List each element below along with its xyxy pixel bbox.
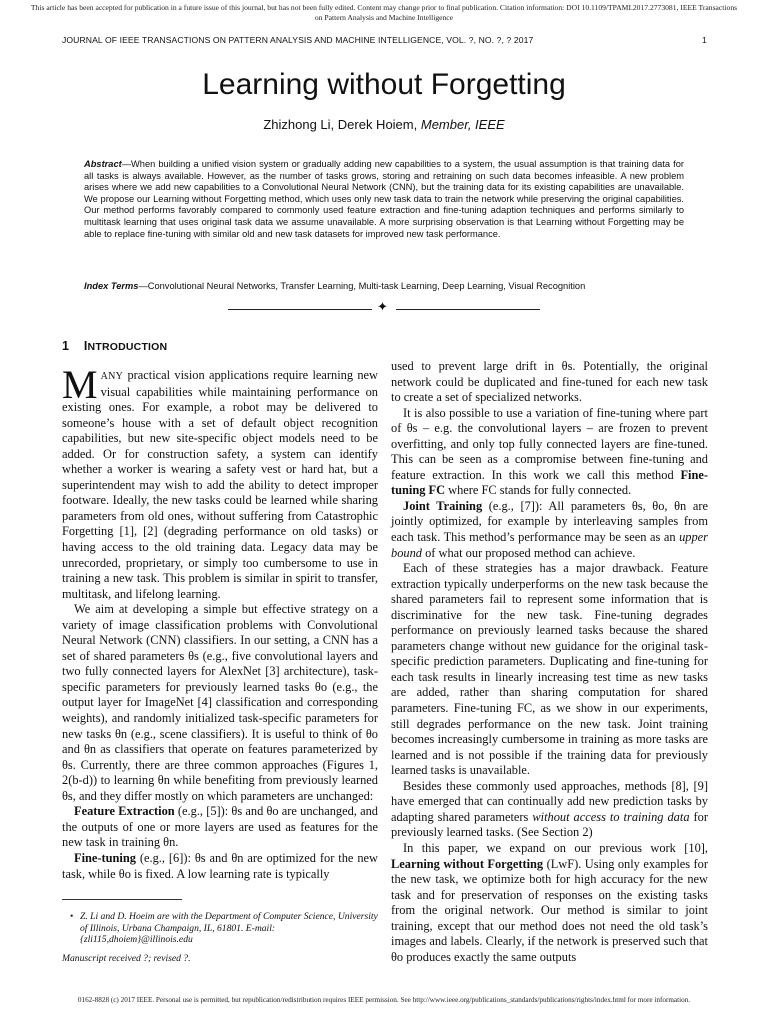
author-line [0, 117, 768, 132]
paragraph-text: In this paper, we expand on our previous work [10], [403, 840, 708, 855]
index-terms-text: —Convolutional Neural Networks, Transfer Learning, Multi-task Learning, Deep Learning, Visual Recognition [138, 281, 586, 291]
footnote [62, 911, 382, 946]
index-terms-label: Index Terms [84, 281, 139, 291]
paragraph-text: of what our proposed method can achieve. [421, 545, 636, 560]
method-name: Fine-tuning FC [391, 467, 708, 498]
method-name: Learning without Forgetting [391, 856, 544, 871]
paragraph [391, 406, 708, 499]
author-role: Member, IEEE [420, 117, 505, 132]
paragraph: Each of these strategies has a major drawback. Feature extraction typically underperforms on the new task because the shared parameters fail to represent some information that is discriminative for the new task. Fine-tuning degrades performance on previously learned tasks because the shared parameters change without new guidance for the original task-specific prediction parameters. Duplicating and fine-tuning for each task results in linearly increasing test time as new tasks are added, rather than sharing computation for shared parameters. Fine-tuning FC, as we show in our experiments, still degrades performance on the new task. Joint training becomes increasingly cumbersome in training as more tasks are learned and is not possible if the training data for previously learned tasks is unavailable. [391, 561, 708, 778]
index-terms [84, 281, 684, 293]
paragraph [62, 362, 378, 602]
run-in-heading: Feature Extraction [74, 804, 175, 819]
run-in-heading: Joint Training [403, 498, 483, 513]
section-title-initial: I [83, 339, 88, 353]
paragraph: used to prevent large drift in θs. Potentially, the original network could be duplicated and fine-tuned for each new task to create a set of specialized networks. [391, 359, 708, 405]
page-number: 1 [702, 35, 707, 45]
footnote-rule [62, 899, 182, 900]
emphasis: without access to training data [532, 809, 690, 824]
paragraph-text: Besides these commonly used approaches, methods [8], [9] have emerged that can continually add new prediction tasks by adapting shared parameters [391, 778, 708, 824]
body-column-right [391, 359, 708, 965]
emphasis: upper bound [391, 530, 708, 560]
footnote-bullet: • [70, 911, 74, 922]
drop-cap: M [62, 362, 98, 407]
paragraph [391, 841, 708, 965]
section-number: 1 [62, 339, 70, 353]
paragraph-text: (e.g., [6]): θs and θn are optimized for the new task, while θo is fixed. A low learning rate is typically [62, 850, 378, 881]
body-column-left [62, 362, 378, 882]
abstract-text: —When building a unified vision system or gradually adding new capabilities to a system, the usual assumption is that training data for all tasks is always available. However, as the number of tasks grows, storing and retraining on such data becomes infeasible. A new problem arises where we add new capabilities to a Convolutional Neural Network (CNN), but the training data for its existing capabilities are unavailable. We propose our Learning without Forgetting method, which uses only new task data to train the network while preserving the original capabilities. Our method performs favorably compared to commonly used feature extraction and fine-tuning adaption techniques and performs similarly to multitask learning that uses original task data we assume unavailable. A more surprising observation is that Learning without Forgetting may be able to replace fine-tuning with similar old and new task datasets for improved new task performance. [84, 159, 684, 239]
paragraph-text: practical vision applications require learning new visual capabilities while maintaining performance on existing ones. For example, a robot may be delivered to someone’s house with a set of default object recognition capabilities, but new site-specific object models need to be added. Or for construction safety, a system can identify whether a worker is wearing a safety vest or hard hat, but a superintendent may wish to add the ability to detect improper footware. Ideally, the new tasks could be learned while sharing parameters from old ones, without suffering from Catastrophic Forgetting [1], [2] (degrading performance on old tasks) or having access to the old training data. Legacy data may be unrecorded, proprietary, or simply too cumbersome to use in training a new task. This problem is similar in spirit to transfer, multitask, and lifelong learning. [62, 368, 378, 601]
paper-title: Learning without Forgetting [202, 68, 566, 101]
paragraph-text: for previously learned tasks. (See Section 2) [391, 809, 708, 840]
running-header: JOURNAL OF IEEE TRANSACTIONS ON PATTERN ANALYSIS AND MACHINE INTELLIGENCE, VOL. ?, NO. ?, ? 2017 [62, 35, 534, 45]
separator-rule-right [396, 309, 540, 310]
manuscript-note: Manuscript received ?; revised ?. [62, 953, 191, 964]
abstract [84, 159, 684, 240]
paragraph-text: (e.g., [7]): All parameters θs, θo, θn are jointly optimized, for example by interleaving samples from each task. This method’s performance may be seen as an [391, 498, 708, 545]
section-title-rest: NTRODUCTION [87, 341, 168, 353]
separator-rule-left [228, 309, 372, 310]
copyright-footer: 0162-8828 (c) 2017 IEEE. Personal use is permitted, but republication/redistribution requires IEEE permission. See http://www.ieee.org/publications_standards/publications/rights/index.html for more information. [77, 996, 691, 1004]
footnote-text: Z. Li and D. Hoeim are with the Department of Computer Science, University of Illinois, Urbana Champaign, IL, 61801. E-mail: {zli115,dhoiem}@illinois.edu [80, 911, 378, 945]
paragraph-text: where FC stands for fully connected. [445, 483, 632, 498]
separator-ornament: ✦ [377, 300, 388, 315]
paragraph [62, 851, 378, 882]
section-heading [62, 339, 167, 353]
abstract-label: Abstract [84, 159, 122, 169]
lead-word: ANY [100, 371, 124, 382]
paragraph: We aim at developing a simple but effective strategy on a variety of image classification problems with Convolutional Neural Network (CNN) classifiers. In our setting, a CNN has a set of shared parameters θs (e.g., five convolutional layers and two fully connected layers for AlexNet [3] architecture), task-specific parameters for previously learned tasks θo (e.g., the output layer for ImageNet [4] classification and corresponding weights), and randomly initialized task-specific parameters for new tasks θn (e.g., scene classifiers). It is useful to think of θo and θn as classifiers that operate on features parameterized by θs. Currently, there are three common approaches (Figures 1, 2(b-d)) to learning θn while benefiting from previously learned θs, and they differ mostly on which parameters are unchanged: [62, 602, 378, 803]
publication-notice: This article has been accepted for publication in a future issue of this journal, but has not been fully edited. Content may change prior to final publication. Citation information: DOI 10.1109/TPAMI.2017.2773081, IEEE Transactions on Pattern Analysis and Machine Intelligence [30, 3, 738, 22]
paragraph-text: It is also possible to use a variation of fine-tuning where part of θs – e.g. the convolutional layers – are frozen to prevent overfitting, and only top fully connected layers are fine-tuned. This can be seen as a compromise between fine-tuning and feature extraction. In this work we call this method [391, 405, 708, 482]
run-in-heading: Fine-tuning [74, 850, 136, 865]
paragraph [391, 779, 708, 841]
author-names: Zhizhong Li, Derek Hoiem, [263, 117, 418, 132]
paragraph-text: (LwF). Using only examples for the new task, we optimize both for high accuracy for the new task and for preservation of responses on the existing tasks from the original network. Our method is similar to joint training, except that our method does not need the old task’s images and labels. Clearly, if the network is preserved such that θo produces exactly the same outputs [391, 856, 708, 964]
paragraph [62, 804, 378, 851]
paragraph-text: (e.g., [5]): θs and θo are unchanged, and the outputs of one or more layers are used as features for the new task in training θn. [62, 804, 378, 850]
paragraph [391, 499, 708, 561]
